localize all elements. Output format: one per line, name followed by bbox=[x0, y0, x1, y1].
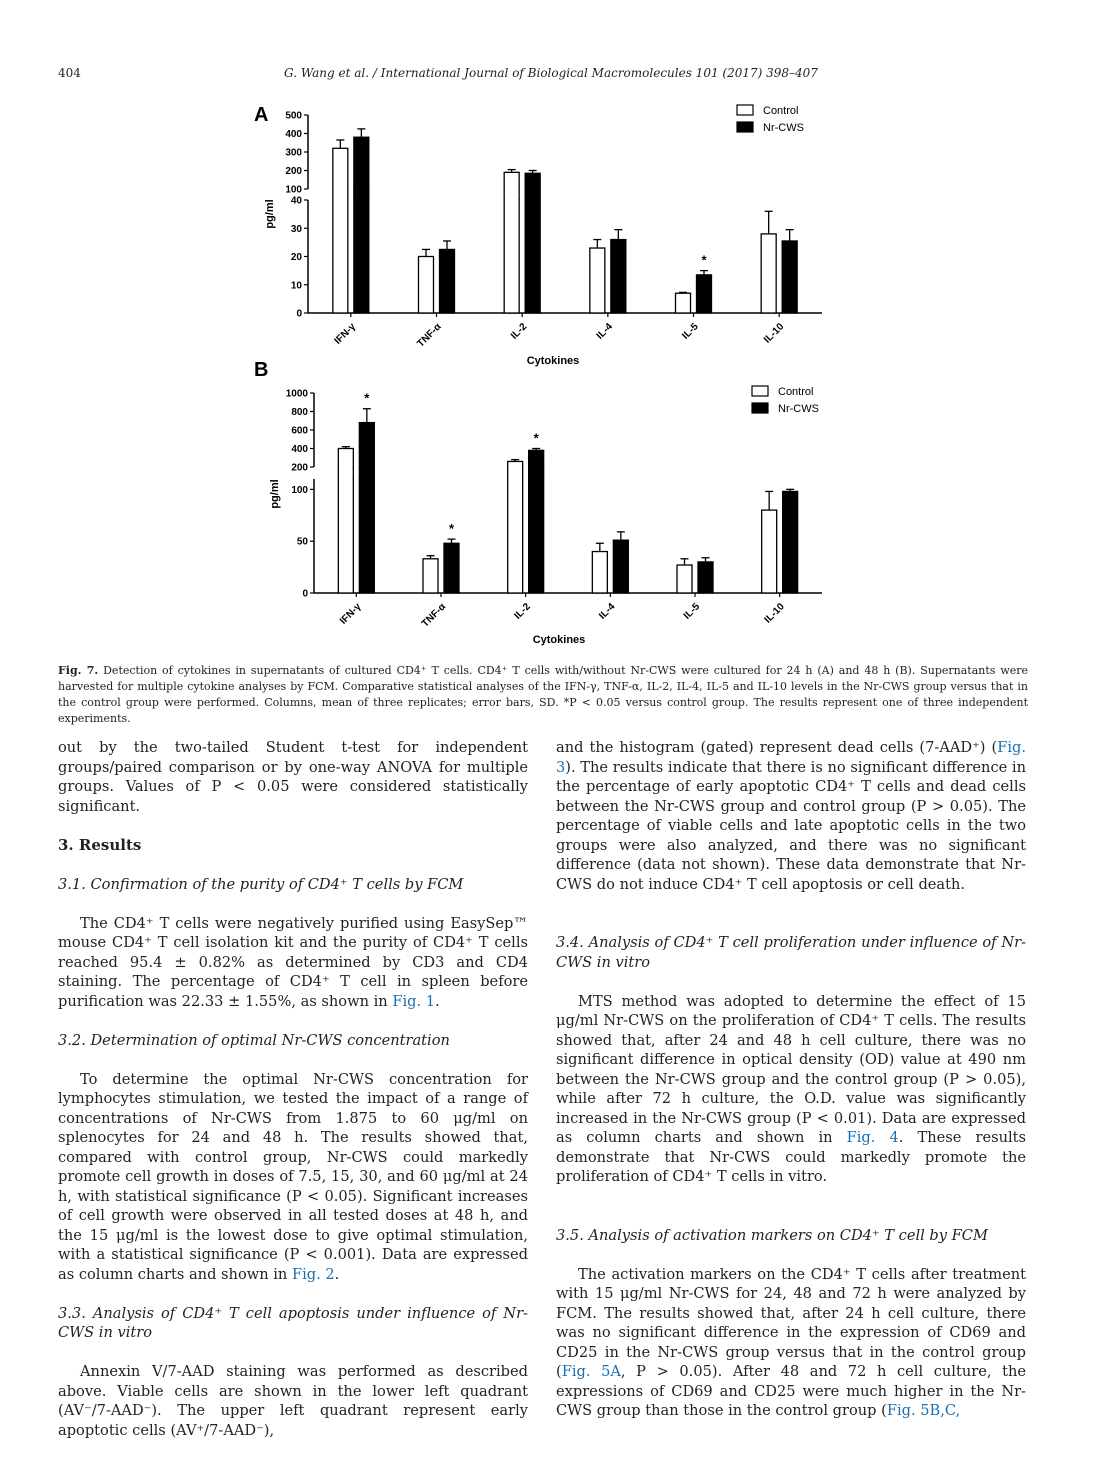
x-tick-label: IFN-γ bbox=[337, 601, 364, 627]
panel-b-chart bbox=[254, 359, 822, 646]
axis-break-gap bbox=[416, 190, 458, 199]
y-axis-label: pg/ml bbox=[264, 199, 276, 229]
bar-nr-cws-mid bbox=[525, 189, 540, 200]
panel-a-chart bbox=[254, 104, 822, 367]
x-tick-label: IL-5 bbox=[681, 601, 703, 622]
figure-link[interactable]: Fig. 1 bbox=[392, 992, 436, 1010]
caption-label: Fig. 7. bbox=[58, 664, 99, 677]
legend-label-nr-cws: Nr-CWS bbox=[763, 122, 804, 134]
bar-nr-cws bbox=[783, 491, 798, 593]
journal-citation: G. Wang et al. / International Journal of Biological Macromolecules 101 (2017) 398–407 bbox=[284, 66, 818, 80]
axis-break-gap bbox=[589, 468, 631, 478]
figure-caption bbox=[58, 663, 1028, 727]
subsection-heading-3-5: 3.5. Analysis of activation markers on CD4⁺ T cell by FCM bbox=[556, 1226, 988, 1244]
bar-control bbox=[762, 510, 777, 593]
axis-break-gap bbox=[674, 468, 716, 478]
figure-7 bbox=[0, 0, 1102, 660]
subsection-heading-3-3: 3.3. Analysis of CD4⁺ T cell apoptosis under influence of Nr-CWS in vitro bbox=[58, 1304, 528, 1341]
legend-swatch-control bbox=[752, 386, 768, 396]
bar-control bbox=[419, 257, 434, 314]
y-tick-label: 50 bbox=[296, 536, 308, 548]
axis-break-gap bbox=[673, 190, 715, 199]
legend-label-control: Control bbox=[763, 105, 799, 117]
y-tick-label: 800 bbox=[291, 407, 308, 418]
figure-link[interactable]: Fig. 4 bbox=[846, 1129, 899, 1146]
panel-label: B bbox=[254, 359, 269, 381]
figure-link[interactable]: Fig. 5B,C, bbox=[886, 1402, 961, 1419]
right-column bbox=[556, 738, 1026, 1421]
bar-control bbox=[423, 559, 438, 593]
legend-label-nr-cws: Nr-CWS bbox=[778, 403, 819, 415]
legend-swatch-control bbox=[737, 105, 753, 115]
y-tick-label: 10 bbox=[290, 280, 302, 292]
bar-nr-cws bbox=[359, 423, 374, 593]
axis-break-gap bbox=[587, 190, 629, 199]
paragraph: The CD4⁺ T cells were negatively purified using EasySep™ mouse CD4⁺ T cell isolation kit and the purity of CD4⁺ T cells reached 95.4 ± 0.82% as determined by CD3 and CD4 staining. The percentage of CD4⁺ T cell in spleen before purification was 22.33 ± 1.55%, as shown in Fig. 1. bbox=[58, 914, 528, 1010]
bar-control bbox=[677, 565, 692, 593]
y-tick-label: 200 bbox=[285, 166, 302, 177]
significance-marker: * bbox=[448, 521, 455, 537]
bar-control bbox=[676, 293, 691, 313]
y-tick-label: 0 bbox=[296, 308, 302, 320]
figure-link[interactable]: Fig. 5A bbox=[561, 1363, 621, 1380]
paragraph: out by the two-tailed Student t-test for independent groups/paired comparison or by one-way ANOVA for multiple groups. Values of P < 0.05 were considered statistically significant. bbox=[58, 739, 528, 815]
bar-nr-cws bbox=[611, 240, 626, 313]
y-tick-label: 100 bbox=[291, 484, 308, 496]
y-tick-label: 30 bbox=[290, 223, 302, 235]
x-tick-label: IL-4 bbox=[594, 321, 615, 342]
bar-control bbox=[333, 148, 348, 313]
y-axis-label: pg/ml bbox=[269, 479, 281, 509]
bar-nr-cws-mid bbox=[359, 467, 374, 479]
axis-break-gap bbox=[420, 468, 462, 478]
bar-control bbox=[590, 248, 605, 313]
y-tick-label: 40 bbox=[290, 195, 302, 207]
x-axis-label: Cytokines bbox=[532, 634, 586, 646]
x-tick-label: IL-10 bbox=[762, 601, 787, 626]
x-tick-label: TNF-α bbox=[415, 321, 444, 350]
x-tick-label: IL-2 bbox=[512, 601, 533, 622]
legend-label-control: Control bbox=[778, 386, 814, 398]
legend-swatch-nr-cws bbox=[737, 122, 753, 132]
figure-link[interactable]: Fig. 3 bbox=[556, 739, 1026, 776]
bar-control bbox=[508, 461, 523, 593]
x-tick-label: TNF-α bbox=[419, 601, 449, 630]
x-tick-label: IL-2 bbox=[508, 321, 530, 342]
paragraph: and the histogram (gated) represent dead cells (7-AAD⁺) (Fig. 3). The results indicate that there is no significant difference in the percentage of early apoptotic CD4⁺ T cells and dead cells between the Nr-CWS group and control group (P > 0.05). The percentage of viable cells and late apoptotic cells in the two groups were also analyzed, and there was no significant difference (data not shown). These data demonstrate that Nr-CWS do not induce CD4⁺ T cell apoptosis or cell death. bbox=[556, 739, 1026, 893]
x-tick-label: IFN-γ bbox=[332, 321, 358, 347]
y-tick-label: 20 bbox=[290, 252, 302, 263]
bar-nr-cws bbox=[444, 543, 459, 593]
x-tick-label: IL-4 bbox=[597, 601, 618, 622]
subsection-heading-3-4: 3.4. Analysis of CD4⁺ T cell proliferation under influence of Nr-CWS in vitro bbox=[556, 934, 1026, 971]
bar-nr-cws bbox=[697, 275, 712, 313]
paragraph: MTS method was adopted to determine the effect of 15 μg/ml Nr-CWS on the proliferation of CD4⁺ T cells. The results showed that, after 24 and 48 h cell culture, there was no significant difference in optical density (OD) value at 490 nm between the Nr-CWS group and the control group (P > 0.05), while after 72 h culture, the O.D. value was significantly increased in the Nr-CWS group (P < 0.01). Data are expressed as column charts and shown in Fig. 4. These results demonstrate that Nr-CWS could markedly promote the proliferation of CD4⁺ T cells in vitro. bbox=[556, 992, 1027, 1185]
left-column bbox=[58, 738, 528, 1440]
page-number: 404 bbox=[58, 66, 81, 80]
axis-break-gap bbox=[759, 468, 801, 478]
y-tick-label: 500 bbox=[285, 110, 302, 122]
paragraph: The activation markers on the CD4⁺ T cells after treatment with 15 μg/ml Nr-CWS for 24, 48 and 72 h were analyzed by FCM. The results showed that, after 24 h cell culture, there was no significant difference in the expression of CD69 and CD25 in the Nr-CWS group versus that in the control group (Fig. 5A, P > 0.05). After 48 and 72 h cell culture, the expressions of CD69 and CD25 were much higher in the Nr-CWS group than those in the control group (Fig. 5B,C, bbox=[556, 1265, 1026, 1419]
panel-label: A bbox=[254, 104, 269, 126]
significance-marker: * bbox=[364, 390, 370, 406]
x-tick-label: IL-10 bbox=[762, 321, 787, 346]
y-tick-label: 1000 bbox=[285, 388, 308, 400]
y-tick-label: 400 bbox=[291, 444, 308, 455]
bar-nr-cws-mid bbox=[354, 189, 369, 200]
bar-control bbox=[761, 234, 776, 313]
y-tick-label: 200 bbox=[291, 462, 308, 474]
paragraph: Annexin V/7-AAD staining was performed as described above. Viable cells are shown in the lower left quadrant (AV⁻/7-AAD⁻). The upper left quadrant represent early apoptotic cells (AV⁺/7-AAD⁻), bbox=[58, 1363, 528, 1439]
figure-link[interactable]: Fig. 2 bbox=[291, 1265, 335, 1283]
significance-marker: * bbox=[701, 252, 707, 268]
y-tick-label: 300 bbox=[285, 147, 302, 159]
bar-nr-cws bbox=[354, 137, 369, 313]
section-heading-results: 3. Results bbox=[58, 835, 142, 854]
subsection-heading-3-2: 3.2. Determination of optimal Nr-CWS concentration bbox=[58, 1031, 450, 1049]
bar-nr-cws-mid bbox=[529, 467, 544, 479]
y-tick-label: 600 bbox=[291, 425, 308, 437]
axis-break-gap bbox=[758, 190, 800, 199]
bar-nr-cws bbox=[440, 249, 455, 313]
paragraph: To determine the optimal Nr-CWS concentration for lymphocytes stimulation, we tested the impact of a range of concentrations of Nr-CWS from 1.875 to 60 μg/ml on splenocytes for 24 and 48 h. The results showed that, compared with control group, Nr-CWS could markedly promote cell growth in doses of 7.5, 15, 30, and 60 μg/ml at 24 h, with statistical significance (P < 0.05). Significant increases of cell growth were observed in all tested doses at 48 h, and the 15 μg/ml is the lowest dose to give optimal stimulation, with a statistical significance (P < 0.001). Data are expressed as column charts and shown in Fig. 2. bbox=[58, 1070, 528, 1283]
y-tick-label: 100 bbox=[285, 184, 302, 196]
caption-text: Detection of cytokines in supernatants of cultured CD4⁺ T cells. CD4⁺ T cells with/without Nr-CWS were cultured for 24 h (A) and 48 h (B). Supernatants were harvested for multiple cytokine analyses by FCM. Comparative statistical analyses of the IFN-γ, TNF-α, IL-2, IL-4, IL-5 and IL-10 levels in the Nr-CWS group versus that in the control group were performed. Columns, mean of three replicates; error bars, SD. *P < 0.05 versus control group. The results represent one of three independent experiments. bbox=[58, 664, 1029, 725]
significance-marker: * bbox=[533, 430, 539, 446]
bar-nr-cws bbox=[613, 540, 628, 593]
x-axis-label: Cytokines bbox=[526, 355, 580, 367]
bar-control bbox=[592, 552, 607, 593]
y-tick-label: 0 bbox=[302, 588, 308, 600]
legend-swatch-nr-cws bbox=[752, 403, 768, 413]
bar-nr-cws bbox=[698, 562, 713, 593]
y-tick-label: 400 bbox=[285, 129, 302, 140]
subsection-heading-3-1: 3.1. Confirmation of the purity of CD4⁺ T cells by FCM bbox=[58, 875, 464, 893]
x-tick-label: IL-5 bbox=[680, 321, 701, 342]
bar-nr-cws bbox=[782, 241, 797, 313]
